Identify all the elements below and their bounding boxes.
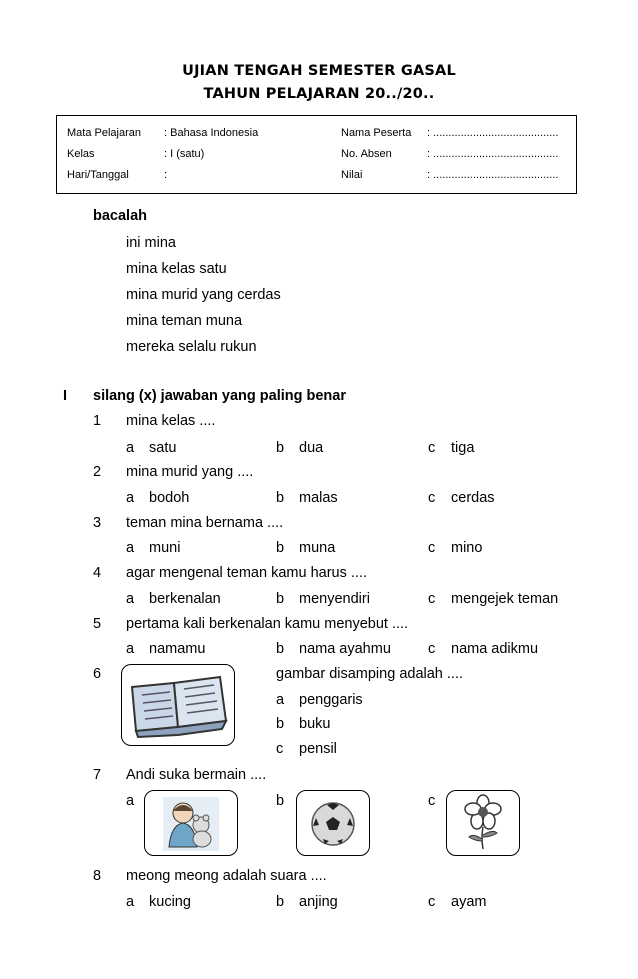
option-b[interactable]: nama ayahmu: [299, 641, 391, 657]
option-a[interactable]: satu: [149, 440, 177, 456]
flower-icon: [447, 791, 519, 855]
section-number: I: [63, 388, 68, 404]
option-letter: a: [126, 540, 135, 556]
option-c[interactable]: tiga: [451, 440, 475, 456]
option-letter: a: [276, 692, 285, 708]
option-a[interactable]: berkenalan: [149, 591, 221, 607]
question-text: meong meong adalah suara ....: [126, 868, 327, 884]
option-a-image[interactable]: [144, 790, 238, 856]
book-image-box: [121, 664, 235, 746]
option-letter: c: [428, 641, 436, 657]
reading-line: ini mina: [126, 235, 176, 251]
exam-title: UJIAN TENGAH SEMESTER GASAL: [182, 63, 456, 79]
option-a[interactable]: muni: [149, 540, 181, 556]
academic-year: TAHUN PELAJARAN 20../20..: [203, 86, 435, 102]
option-c[interactable]: mengejek teman: [451, 591, 559, 607]
question-text: mina murid yang ....: [126, 464, 254, 480]
question-number: 3: [93, 515, 102, 531]
option-b-image[interactable]: [296, 790, 370, 856]
option-letter: c: [428, 793, 436, 809]
subject-value: : Bahasa Indonesia: [164, 127, 259, 139]
option-letter: c: [428, 490, 436, 506]
date-label: Hari/Tanggal: [67, 169, 129, 181]
option-letter: a: [126, 641, 135, 657]
soccer-ball-icon: [297, 791, 369, 855]
question-text: agar mengenal teman kamu harus ....: [126, 565, 367, 581]
name-label: Nama Peserta: [341, 127, 412, 139]
option-letter: c: [276, 741, 284, 757]
option-letter: b: [276, 793, 285, 809]
question-number: 7: [93, 767, 102, 783]
option-letter: b: [276, 894, 285, 910]
option-c[interactable]: nama adikmu: [451, 641, 539, 657]
reading-line: mina murid yang cerdas: [126, 287, 281, 303]
option-b[interactable]: anjing: [299, 894, 338, 910]
option-b[interactable]: menyendiri: [299, 591, 370, 607]
option-letter: b: [276, 490, 285, 506]
class-label: Kelas: [67, 148, 95, 160]
option-a[interactable]: penggaris: [299, 692, 363, 708]
date-value: :: [164, 169, 168, 181]
question-number: 2: [93, 464, 102, 480]
question-number: 8: [93, 868, 102, 884]
option-b[interactable]: malas: [299, 490, 338, 506]
reading-line: mina kelas satu: [126, 261, 227, 277]
option-c[interactable]: pensil: [299, 741, 337, 757]
option-letter: b: [276, 716, 285, 732]
option-b[interactable]: muna: [299, 540, 336, 556]
option-letter: b: [276, 440, 285, 456]
absence-number-label: No. Absen: [341, 148, 392, 160]
option-letter: a: [126, 490, 135, 506]
option-letter: a: [126, 894, 135, 910]
option-b[interactable]: buku: [299, 716, 331, 732]
question-text: pertama kali berkenalan kamu menyebut ....: [126, 616, 409, 632]
question-number: 4: [93, 565, 102, 581]
option-letter: a: [126, 793, 135, 809]
absence-number-field[interactable]: : .........................................: [427, 148, 559, 160]
option-letter: b: [276, 540, 285, 556]
option-letter: b: [276, 641, 285, 657]
option-b[interactable]: dua: [299, 440, 324, 456]
child-with-teddy-bear-icon: [145, 791, 237, 855]
option-c-image[interactable]: [446, 790, 520, 856]
option-letter: c: [428, 894, 436, 910]
book-icon: [122, 665, 234, 745]
question-text: gambar disamping adalah ....: [276, 666, 463, 682]
question-number: 1: [93, 413, 102, 429]
option-c[interactable]: ayam: [451, 894, 487, 910]
score-label: Nilai: [341, 169, 363, 181]
reading-line: mereka selalu rukun: [126, 339, 257, 355]
option-letter: a: [126, 440, 135, 456]
question-text: teman mina bernama ....: [126, 515, 284, 531]
option-c[interactable]: mino: [451, 540, 483, 556]
option-a[interactable]: kucing: [149, 894, 191, 910]
student-info-box: [56, 115, 577, 194]
option-letter: c: [428, 440, 436, 456]
reading-heading: bacalah: [93, 208, 147, 224]
question-text: Andi suka bermain ....: [126, 767, 267, 783]
section-instruction: silang (x) jawaban yang paling benar: [93, 388, 346, 404]
class-value: : I (satu): [164, 148, 205, 160]
question-text: mina kelas ....: [126, 413, 216, 429]
score-field[interactable]: : .........................................: [427, 169, 559, 181]
option-c[interactable]: cerdas: [451, 490, 495, 506]
option-letter: c: [428, 540, 436, 556]
question-number: 6: [93, 666, 102, 682]
option-a[interactable]: namamu: [149, 641, 206, 657]
name-field[interactable]: : .........................................: [427, 127, 559, 139]
option-letter: a: [126, 591, 135, 607]
question-number: 5: [93, 616, 102, 632]
option-a[interactable]: bodoh: [149, 490, 190, 506]
subject-label: Mata Pelajaran: [67, 127, 141, 139]
option-letter: c: [428, 591, 436, 607]
option-letter: b: [276, 591, 285, 607]
reading-line: mina teman muna: [126, 313, 243, 329]
